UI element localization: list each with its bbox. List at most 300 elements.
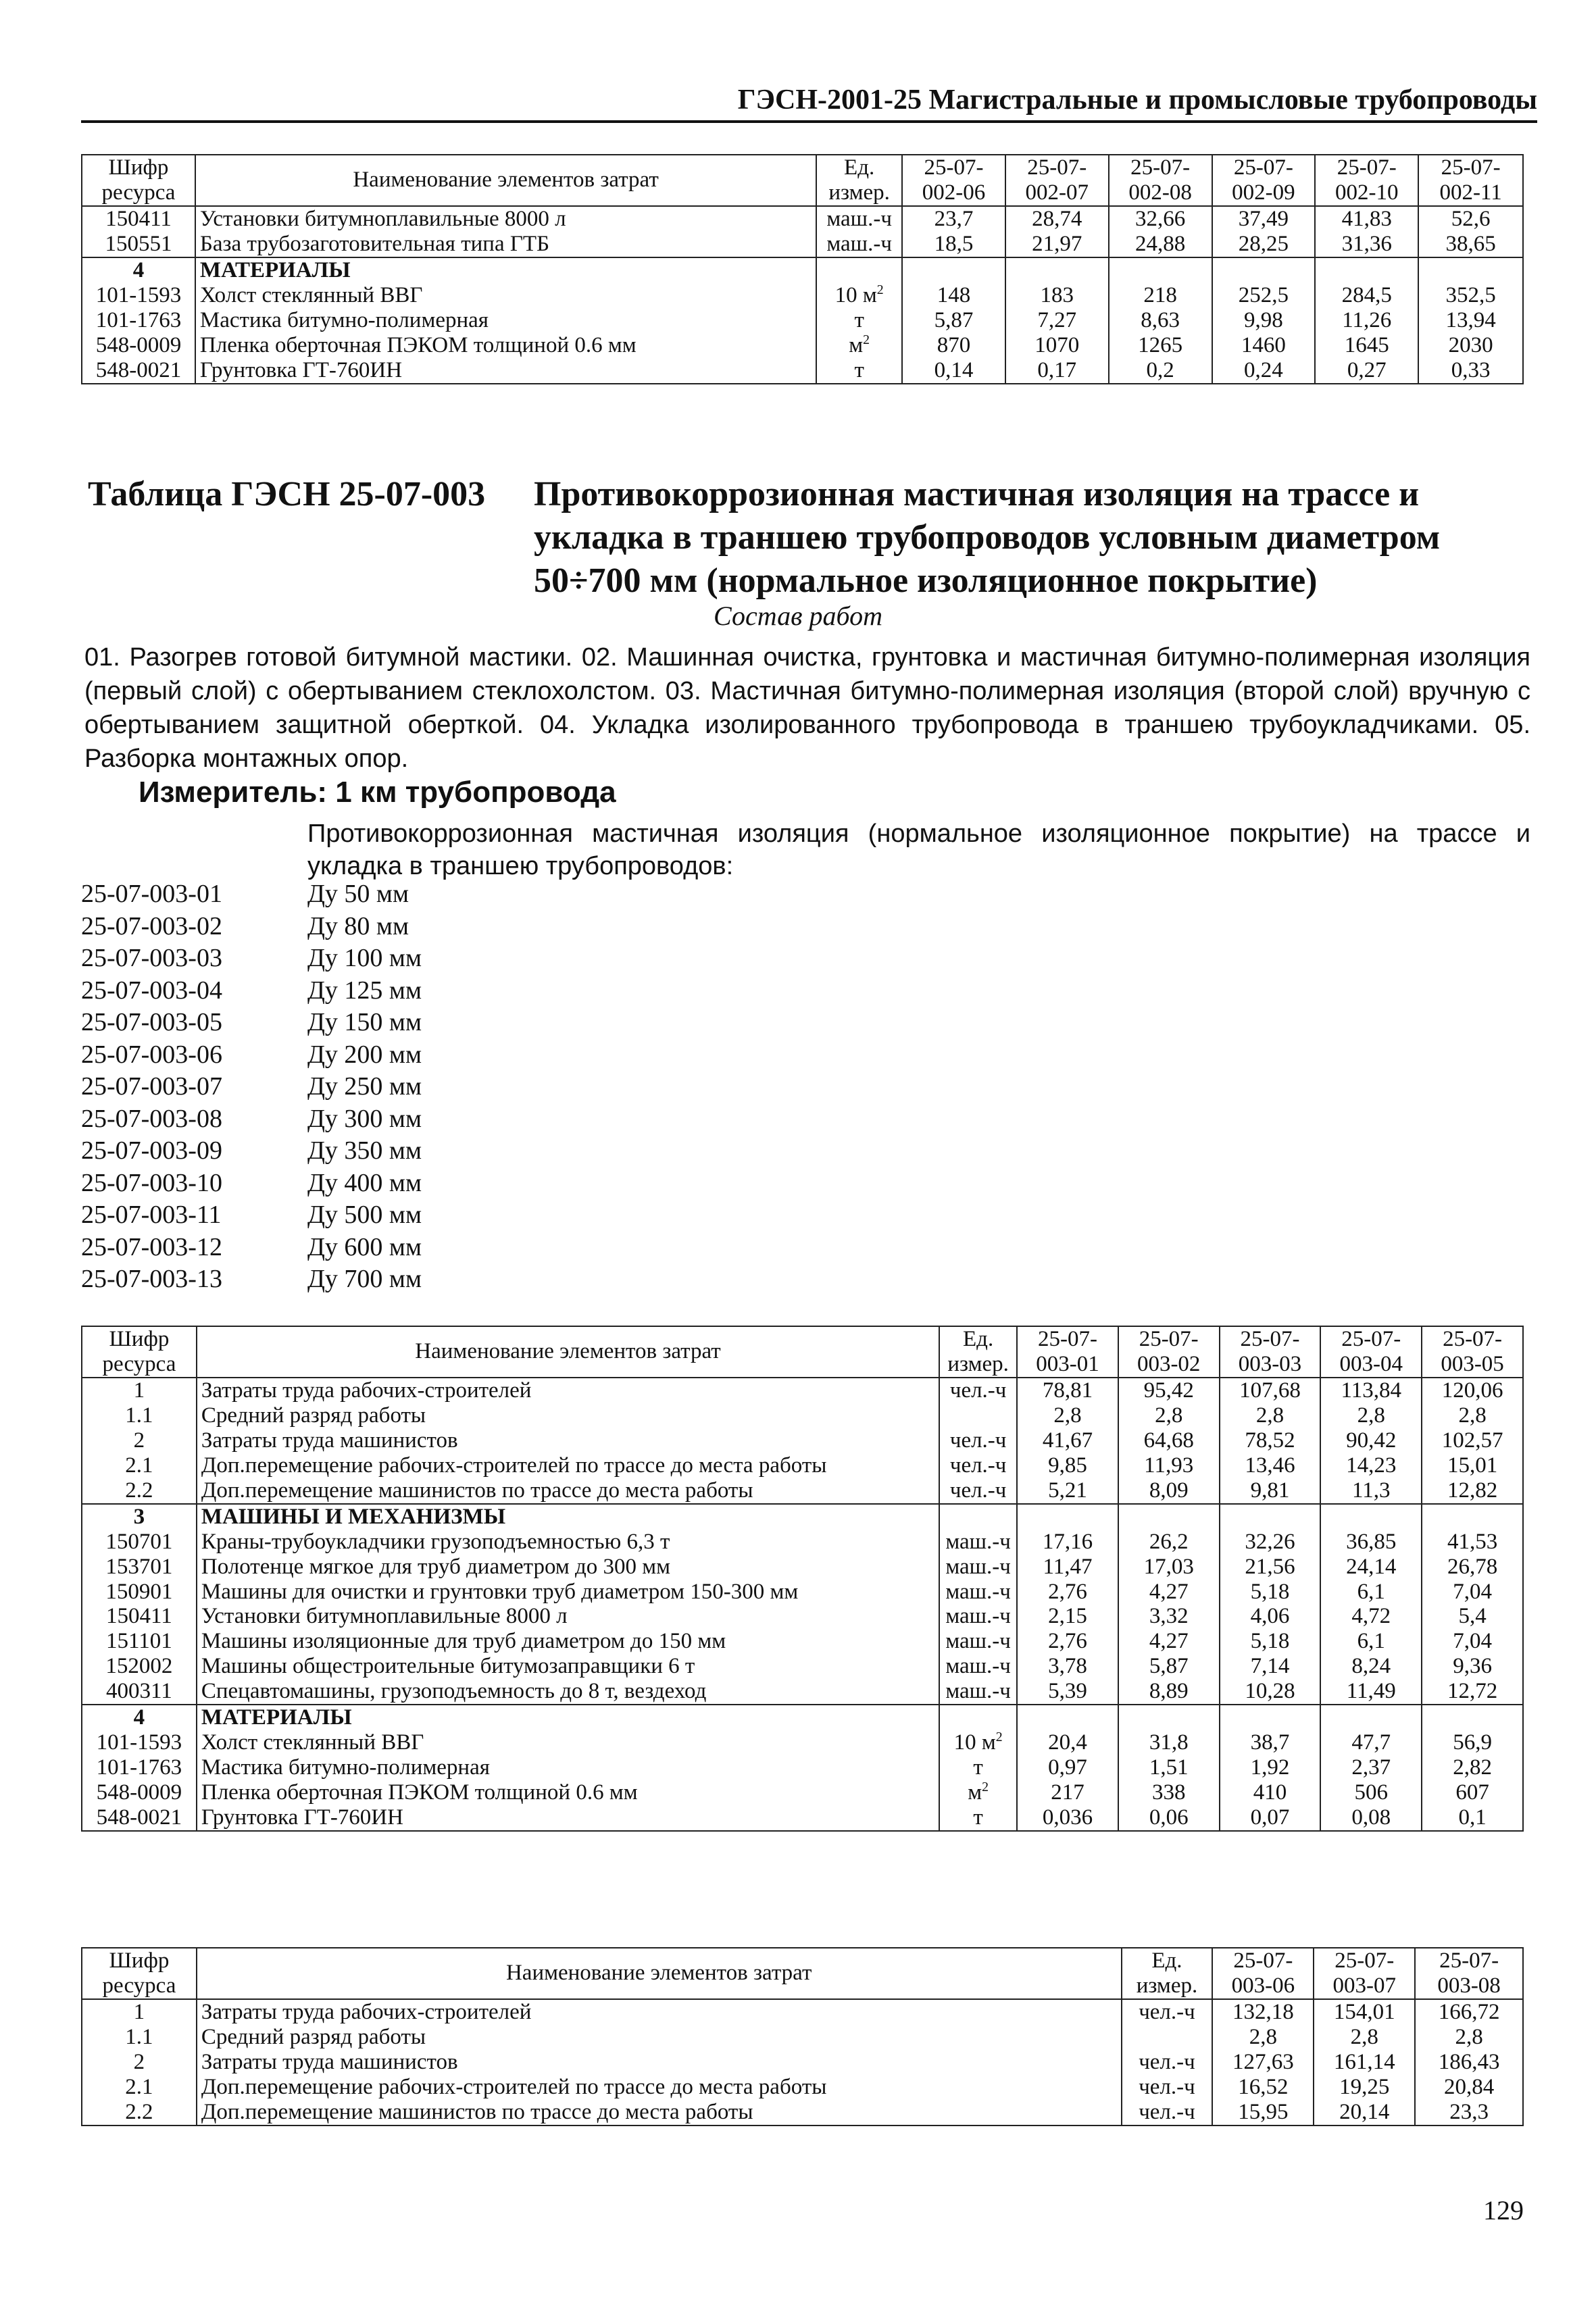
norm-value: 11,47 xyxy=(1017,1555,1118,1580)
unit: маш.-ч xyxy=(939,1604,1017,1629)
norm-value: 0,24 xyxy=(1212,358,1316,384)
running-header: ГЭСН-2001-25 Магистральные и промысловые трубопроводы xyxy=(81,82,1537,123)
norm-value: 1265 xyxy=(1109,333,1212,358)
resource-name: База трубозаготовительная типа ГТБ xyxy=(195,232,816,257)
norm-value: 8,09 xyxy=(1118,1478,1220,1504)
norm-value: 284,5 xyxy=(1315,283,1418,308)
resource-name: Доп.перемещение машинистов по трассе до места работы xyxy=(197,2100,1122,2126)
resource-name: Холст стеклянный ВВГ xyxy=(195,283,816,308)
resource-code: 3 xyxy=(82,1504,197,1530)
norm-code: 25-07-003-10 xyxy=(81,1168,222,1197)
resource-name: Машины изоляционные для труб диаметром до 150 мм xyxy=(197,1629,939,1654)
norm-value: 132,18 xyxy=(1212,1999,1314,2025)
norm-value: 31,36 xyxy=(1315,232,1418,257)
column-header: 25-07-002-11 xyxy=(1418,155,1523,206)
table-row xyxy=(82,1780,1523,1805)
norm-value: 41,53 xyxy=(1422,1530,1523,1555)
resource-code: 2.2 xyxy=(82,1478,197,1504)
resource-code: 548-0021 xyxy=(82,1805,197,1831)
norm-value: 4,27 xyxy=(1118,1580,1220,1605)
norm-value: 7,14 xyxy=(1220,1654,1321,1679)
norm-code-list xyxy=(81,878,422,1296)
norm-value: 127,63 xyxy=(1212,2050,1314,2075)
norm-code-row xyxy=(81,1007,422,1039)
norm-value: 26,78 xyxy=(1422,1555,1523,1580)
resource-code: 150411 xyxy=(82,1604,197,1629)
norm-code-row xyxy=(81,1135,422,1167)
resource-code: 400311 xyxy=(82,1679,197,1705)
norm-value xyxy=(1220,1504,1321,1530)
table-row xyxy=(82,232,1523,257)
norm-code: 25-07-003-02 xyxy=(81,911,222,940)
column-header: 25-07-002-06 xyxy=(902,155,1005,206)
unit: $м^2$ xyxy=(816,333,902,358)
norm-value xyxy=(1422,1504,1523,1530)
norm-value: 5,18 xyxy=(1220,1580,1321,1605)
norm-value: 90,42 xyxy=(1320,1428,1422,1453)
resource-code: 1 xyxy=(82,1999,197,2025)
unit: 10 $м^2$ xyxy=(939,1730,1017,1755)
resource-name: Краны-трубоукладчики грузоподъемностью 6,3 т xyxy=(197,1530,939,1555)
norm-value: 5,21 xyxy=(1017,1478,1118,1504)
resource-code: 2.1 xyxy=(82,2075,197,2100)
table-row xyxy=(82,2050,1523,2075)
table-row xyxy=(82,206,1523,232)
resource-code: 150411 xyxy=(82,206,195,232)
unit: чел.-ч xyxy=(939,1378,1017,1403)
column-header: 25-07-003-02 xyxy=(1118,1326,1220,1378)
norm-code: 25-07-003-03 xyxy=(81,944,222,972)
norm-value: 9,98 xyxy=(1212,308,1316,333)
norm-value: 5,87 xyxy=(902,308,1005,333)
resource-code: 101-1593 xyxy=(82,1730,197,1755)
norm-diameter: Ду 500 мм xyxy=(307,1201,422,1229)
norm-value xyxy=(1017,1504,1118,1530)
norm-value: 0,036 xyxy=(1017,1805,1118,1831)
norm-value: 0,1 xyxy=(1422,1805,1523,1831)
norm-value: 0,17 xyxy=(1005,358,1109,384)
unit: маш.-ч xyxy=(939,1629,1017,1654)
norm-value: 0,2 xyxy=(1109,358,1212,384)
norm-value: 5,4 xyxy=(1422,1604,1523,1629)
norm-value: 2,8 xyxy=(1314,2025,1415,2050)
resource-code: 4 xyxy=(82,257,195,283)
unit: т xyxy=(939,1755,1017,1780)
table-row xyxy=(82,283,1523,308)
norm-value: 13,46 xyxy=(1220,1453,1321,1478)
unit: 10 $м^2$ xyxy=(816,283,902,308)
resource-name: Пленка оберточная ПЭКОМ толщиной 0.6 мм xyxy=(197,1780,939,1805)
norm-value: 7,04 xyxy=(1422,1629,1523,1654)
norm-diameter: Ду 300 мм xyxy=(307,1104,422,1133)
resource-name: Установки битумноплавильные 8000 л xyxy=(197,1604,939,1629)
norm-value: 0,33 xyxy=(1418,358,1523,384)
norm-value xyxy=(1320,1705,1422,1730)
unit: чел.-ч xyxy=(1122,2075,1213,2100)
resource-name: Затраты труда рабочих-строителей xyxy=(197,1378,939,1403)
norm-value: 5,87 xyxy=(1118,1654,1220,1679)
table-row xyxy=(82,1679,1523,1705)
column-header: 25-07-003-07 xyxy=(1314,1948,1415,1999)
works-description: 01. Разогрев готовой битумной мастики. 02. Машинная очистка, грунтовка и мастичная битумно-полимерная изоляция (первый слой) с обертыванием стеклохолстом. 03. Мастичная битумно-полимерная изоляция (второй слой) вручную с обертыванием защитной оберткой. 04. Укладка изолированного трубопровода в траншею трубоукладчиками. 05. Разборка монтажных опор. xyxy=(84,643,1530,773)
norm-value: 13,94 xyxy=(1418,308,1523,333)
table-header-row xyxy=(82,1948,1523,1999)
norm-value: 18,5 xyxy=(902,232,1005,257)
norm-value: 32,26 xyxy=(1220,1530,1321,1555)
norm-value xyxy=(1220,1705,1321,1730)
norm-value: 217 xyxy=(1017,1780,1118,1805)
unit: маш.-ч xyxy=(939,1654,1017,1679)
resource-code: 150701 xyxy=(82,1530,197,1555)
resource-name: МАШИНЫ И МЕХАНИЗМЫ xyxy=(197,1504,939,1530)
norm-value: 28,25 xyxy=(1212,232,1316,257)
table-row xyxy=(82,1378,1523,1403)
norm-code: 25-07-003-11 xyxy=(81,1201,222,1229)
norm-value: 161,14 xyxy=(1314,2050,1415,2075)
norm-value: 11,3 xyxy=(1320,1478,1422,1504)
norm-value: 870 xyxy=(902,333,1005,358)
page-number: 129 xyxy=(1483,2195,1524,2225)
norm-value: 113,84 xyxy=(1320,1378,1422,1403)
norm-code: 25-07-003-13 xyxy=(81,1265,222,1293)
resource-code: 151101 xyxy=(82,1629,197,1654)
norm-value: 166,72 xyxy=(1415,1999,1523,2025)
norm-value: 107,68 xyxy=(1220,1378,1321,1403)
norm-code: 25-07-003-05 xyxy=(81,1008,222,1036)
norm-code-row xyxy=(81,1167,422,1200)
norm-value: 9,36 xyxy=(1422,1654,1523,1679)
norm-code-row xyxy=(81,1071,422,1103)
table-row xyxy=(82,358,1523,384)
unit: маш.-ч xyxy=(939,1679,1017,1705)
norm-diameter: Ду 150 мм xyxy=(307,1008,422,1036)
resource-code: 4 xyxy=(82,1705,197,1730)
column-header: 25-07-003-03 xyxy=(1220,1326,1321,1378)
norm-value: 11,49 xyxy=(1320,1679,1422,1705)
unit: маш.-ч xyxy=(816,206,902,232)
resource-code: 152002 xyxy=(82,1654,197,1679)
norm-value: 8,63 xyxy=(1109,308,1212,333)
norm-value: 7,04 xyxy=(1422,1580,1523,1605)
column-header: Ед. измер. xyxy=(816,155,902,206)
resource-name: Холст стеклянный ВВГ xyxy=(197,1730,939,1755)
norm-code: 25-07-003-06 xyxy=(81,1040,222,1069)
resource-code: 150551 xyxy=(82,232,195,257)
norm-code-row xyxy=(81,911,422,943)
norm-value: 9,85 xyxy=(1017,1453,1118,1478)
column-header: 25-07-002-09 xyxy=(1212,155,1316,206)
norm-value: 24,14 xyxy=(1320,1555,1422,1580)
norm-diameter: Ду 80 мм xyxy=(307,911,409,940)
norm-diameter: Ду 50 мм xyxy=(307,880,409,908)
norm-value: 78,81 xyxy=(1017,1378,1118,1403)
norm-value: 218 xyxy=(1109,283,1212,308)
norm-value: 183 xyxy=(1005,283,1109,308)
column-header: 25-07-003-01 xyxy=(1017,1326,1118,1378)
table-row xyxy=(82,1428,1523,1453)
unit: чел.-ч xyxy=(939,1428,1017,1453)
norm-intro: Противокоррозионная мастичная изоляция (нормальное изоляционное покрытие) на трассе и укладка в траншею трубопроводов: xyxy=(307,820,1530,880)
norm-value: 0,06 xyxy=(1118,1805,1220,1831)
column-header: 25-07-002-08 xyxy=(1109,155,1212,206)
resource-name: Затраты труда машинистов xyxy=(197,2050,1122,2075)
unit xyxy=(939,1504,1017,1530)
norm-value: 56,9 xyxy=(1422,1730,1523,1755)
norm-value xyxy=(1017,1705,1118,1730)
resource-name: Установки битумноплавильные 8000 л xyxy=(195,206,816,232)
unit: т xyxy=(816,308,902,333)
table-header-row xyxy=(82,1326,1523,1378)
norm-code: 25-07-003-08 xyxy=(81,1104,222,1133)
norm-value: 32,66 xyxy=(1109,206,1212,232)
norm-value: 1460 xyxy=(1212,333,1316,358)
norm-value: 352,5 xyxy=(1418,283,1523,308)
table-row xyxy=(82,2075,1523,2100)
norm-value: 3,78 xyxy=(1017,1654,1118,1679)
table-row xyxy=(82,1654,1523,1679)
norm-diameter: Ду 250 мм xyxy=(307,1072,422,1101)
norm-value: 20,4 xyxy=(1017,1730,1118,1755)
norm-code-row xyxy=(81,975,422,1007)
norm-value: 102,57 xyxy=(1422,1428,1523,1453)
table-row xyxy=(82,1478,1523,1504)
norm-code: 25-07-003-01 xyxy=(81,880,222,908)
norm-value xyxy=(902,257,1005,283)
table-header-row xyxy=(82,155,1523,206)
resource-code: 548-0021 xyxy=(82,358,195,384)
norm-diameter: Ду 400 мм xyxy=(307,1168,422,1197)
unit: чел.-ч xyxy=(1122,2050,1213,2075)
resource-name: Средний разряд работы xyxy=(197,1403,939,1428)
unit: т xyxy=(939,1805,1017,1831)
norm-value xyxy=(1418,257,1523,283)
norm-value: 338 xyxy=(1118,1780,1220,1805)
resource-code: 2.2 xyxy=(82,2100,197,2126)
norm-value: 41,83 xyxy=(1315,206,1418,232)
resource-code: 1 xyxy=(82,1378,197,1403)
norm-value: 186,43 xyxy=(1415,2050,1523,2075)
unit xyxy=(1122,2025,1213,2050)
norm-value: 410 xyxy=(1220,1780,1321,1805)
norm-code-row xyxy=(81,1199,422,1232)
norm-value: 52,6 xyxy=(1418,206,1523,232)
norm-value: 36,85 xyxy=(1320,1530,1422,1555)
resource-code: 548-0009 xyxy=(82,333,195,358)
norm-value xyxy=(1315,257,1418,283)
norm-value: 2,8 xyxy=(1422,1403,1523,1428)
norm-value: 38,7 xyxy=(1220,1730,1321,1755)
norm-value: 41,67 xyxy=(1017,1428,1118,1453)
resource-table-003-b xyxy=(81,1947,1524,2126)
unit: чел.-ч xyxy=(1122,1999,1213,2025)
norm-value: 2,76 xyxy=(1017,1580,1118,1605)
norm-value: 5,18 xyxy=(1220,1629,1321,1654)
norm-value: 2,8 xyxy=(1212,2025,1314,2050)
norm-value: 0,07 xyxy=(1220,1805,1321,1831)
norm-value: 252,5 xyxy=(1212,283,1316,308)
norm-value xyxy=(1118,1504,1220,1530)
norm-value: 120,06 xyxy=(1422,1378,1523,1403)
table-row xyxy=(82,2025,1523,2050)
unit: маш.-ч xyxy=(939,1530,1017,1555)
resource-code: 150901 xyxy=(82,1580,197,1605)
table-row xyxy=(82,2100,1523,2126)
column-header: Ед. измер. xyxy=(1122,1948,1213,1999)
unit: $м^2$ xyxy=(939,1780,1017,1805)
norm-value: 2,8 xyxy=(1017,1403,1118,1428)
norm-value: 31,8 xyxy=(1118,1730,1220,1755)
column-header: Ед. измер. xyxy=(939,1326,1017,1378)
norm-diameter: Ду 100 мм xyxy=(307,944,422,972)
norm-code: 25-07-003-12 xyxy=(81,1232,222,1261)
column-header: Наименование элементов затрат xyxy=(195,155,816,206)
norm-value: 8,24 xyxy=(1320,1654,1422,1679)
table-row xyxy=(82,1453,1523,1478)
table-row xyxy=(82,1580,1523,1605)
norm-value: 95,42 xyxy=(1118,1378,1220,1403)
norm-value: 16,52 xyxy=(1212,2075,1314,2100)
norm-value: 2,8 xyxy=(1320,1403,1422,1428)
norm-value: 11,26 xyxy=(1315,308,1418,333)
norm-value: 607 xyxy=(1422,1780,1523,1805)
resource-name: Мастика битумно-полимерная xyxy=(197,1755,939,1780)
norm-value: 6,1 xyxy=(1320,1629,1422,1654)
unit: маш.-ч xyxy=(816,232,902,257)
resource-name: Пленка оберточная ПЭКОМ толщиной 0.6 мм xyxy=(195,333,816,358)
unit xyxy=(816,257,902,283)
table-row xyxy=(82,1629,1523,1654)
norm-value: 21,56 xyxy=(1220,1555,1321,1580)
unit: маш.-ч xyxy=(939,1580,1017,1605)
norm-code-row xyxy=(81,942,422,975)
table-row xyxy=(82,308,1523,333)
norm-value: 4,06 xyxy=(1220,1604,1321,1629)
resource-code: 101-1763 xyxy=(82,308,195,333)
resource-table-003-a xyxy=(81,1326,1524,1832)
norm-value: 38,65 xyxy=(1418,232,1523,257)
norm-value: 20,14 xyxy=(1314,2100,1415,2126)
resource-name: Машины для очистки и грунтовки труб диаметром 150-300 мм xyxy=(197,1580,939,1605)
norm-value: 154,01 xyxy=(1314,1999,1415,2025)
resource-name: Мастика битумно-полимерная xyxy=(195,308,816,333)
column-header: 25-07-003-04 xyxy=(1320,1326,1422,1378)
norm-value: 19,25 xyxy=(1314,2075,1415,2100)
norm-value: 3,32 xyxy=(1118,1604,1220,1629)
column-header: 25-07-003-05 xyxy=(1422,1326,1523,1378)
norm-value: 15,95 xyxy=(1212,2100,1314,2126)
norm-value: 23,7 xyxy=(902,206,1005,232)
resource-name: Спецавтомашины, грузоподъемность до 8 т, вездеход xyxy=(197,1679,939,1705)
resource-name: МАТЕРИАЛЫ xyxy=(197,1705,939,1730)
norm-value: 6,1 xyxy=(1320,1580,1422,1605)
column-header: 25-07-003-06 xyxy=(1212,1948,1314,1999)
resource-name: Затраты труда машинистов xyxy=(197,1428,939,1453)
table-row xyxy=(82,1555,1523,1580)
table-row xyxy=(82,1730,1523,1755)
norm-value: 2,15 xyxy=(1017,1604,1118,1629)
norm-value: 1,51 xyxy=(1118,1755,1220,1780)
unit xyxy=(939,1705,1017,1730)
norm-value: 26,2 xyxy=(1118,1530,1220,1555)
norm-value xyxy=(1005,257,1109,283)
norm-value: 23,3 xyxy=(1415,2100,1523,2126)
norm-value: 1645 xyxy=(1315,333,1418,358)
column-header: Наименование элементов затрат xyxy=(197,1948,1122,1999)
resource-name: Затраты труда рабочих-строителей xyxy=(197,1999,1122,2025)
section-row xyxy=(82,257,1523,283)
norm-value: 15,01 xyxy=(1422,1453,1523,1478)
norm-value: 5,39 xyxy=(1017,1679,1118,1705)
resource-code: 2 xyxy=(82,2050,197,2075)
norm-value: 4,72 xyxy=(1320,1604,1422,1629)
norm-value xyxy=(1109,257,1212,283)
table-row xyxy=(82,1604,1523,1629)
norm-value: 2,8 xyxy=(1415,2025,1523,2050)
norm-value: 78,52 xyxy=(1220,1428,1321,1453)
norm-diameter: Ду 125 мм xyxy=(307,976,422,1005)
norm-value: 2,8 xyxy=(1220,1403,1321,1428)
norm-value: 10,28 xyxy=(1220,1679,1321,1705)
column-header: Шифр ресурса xyxy=(82,155,195,206)
resource-code: 2 xyxy=(82,1428,197,1453)
norm-value: 12,72 xyxy=(1422,1679,1523,1705)
norm-value: 12,82 xyxy=(1422,1478,1523,1504)
unit: чел.-ч xyxy=(939,1478,1017,1504)
norm-value xyxy=(1422,1705,1523,1730)
norm-value: 0,97 xyxy=(1017,1755,1118,1780)
section-row xyxy=(82,1705,1523,1730)
resource-code: 101-1763 xyxy=(82,1755,197,1780)
norm-value: 2,8 xyxy=(1118,1403,1220,1428)
norm-value: 20,84 xyxy=(1415,2075,1523,2100)
resource-code: 548-0009 xyxy=(82,1780,197,1805)
unit: т xyxy=(816,358,902,384)
norm-value: 148 xyxy=(902,283,1005,308)
norm-code-row xyxy=(81,878,422,911)
table-row xyxy=(82,333,1523,358)
resource-name: Полотенце мягкое для труб диаметром до 300 мм xyxy=(197,1555,939,1580)
table-row xyxy=(82,1403,1523,1428)
norm-value: 506 xyxy=(1320,1780,1422,1805)
resource-name: Средний разряд работы xyxy=(197,2025,1122,2050)
resource-code: 1.1 xyxy=(82,1403,197,1428)
resource-code: 153701 xyxy=(82,1555,197,1580)
norm-value: 64,68 xyxy=(1118,1428,1220,1453)
norm-value: 2,37 xyxy=(1320,1755,1422,1780)
norm-value: 17,16 xyxy=(1017,1530,1118,1555)
norm-value: 47,7 xyxy=(1320,1730,1422,1755)
norm-code-row xyxy=(81,1232,422,1264)
norm-code: 25-07-003-09 xyxy=(81,1136,222,1165)
norm-value: 24,88 xyxy=(1109,232,1212,257)
table-row xyxy=(82,1530,1523,1555)
measure-unit: Измеритель: 1 км трубопровода xyxy=(139,776,616,809)
norm-diameter: Ду 600 мм xyxy=(307,1232,422,1261)
norm-diameter: Ду 200 мм xyxy=(307,1040,422,1069)
unit: чел.-ч xyxy=(939,1453,1017,1478)
resource-name: МАТЕРИАЛЫ xyxy=(195,257,816,283)
norm-value: 0,14 xyxy=(902,358,1005,384)
norm-diameter: Ду 350 мм xyxy=(307,1136,422,1165)
norm-value: 4,27 xyxy=(1118,1629,1220,1654)
resource-code: 1.1 xyxy=(82,2025,197,2050)
norm-code: 25-07-003-07 xyxy=(81,1072,222,1101)
norm-value: 7,27 xyxy=(1005,308,1109,333)
resource-code: 101-1593 xyxy=(82,283,195,308)
resource-name: Грунтовка ГТ-760ИН xyxy=(197,1805,939,1831)
norm-value xyxy=(1118,1705,1220,1730)
resource-name: Доп.перемещение рабочих-строителей по трассе до места работы xyxy=(197,2075,1122,2100)
